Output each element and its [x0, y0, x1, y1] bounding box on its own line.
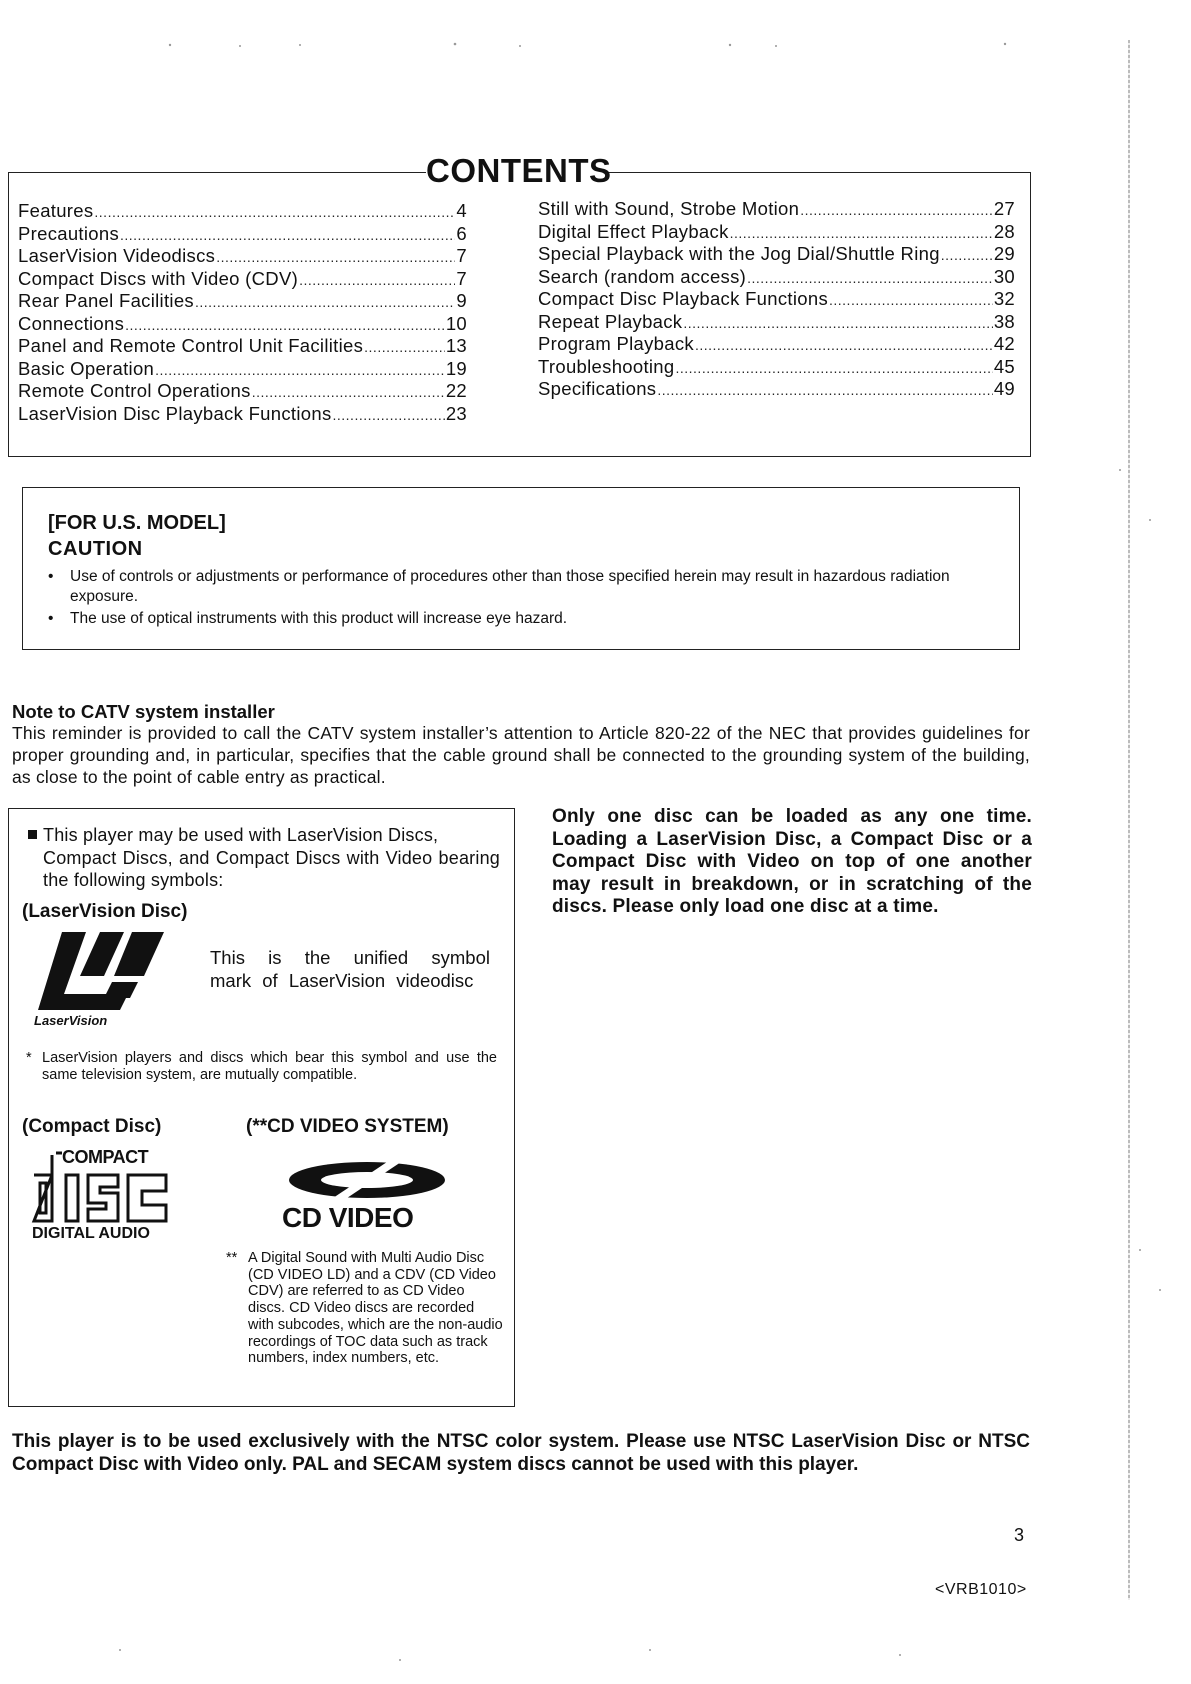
toc-entry-title: Special Playback with the Jog Dial/Shuttle Ring [538, 243, 940, 264]
toc-entry-title: Remote Control Operations [18, 380, 251, 401]
toc-entry [18, 245, 467, 268]
toc-entry-page: 19 [445, 357, 467, 379]
toc-entry-title: Rear Panel Facilities [18, 290, 194, 311]
toc-leader-dots [120, 227, 455, 243]
toc-leader-dots [252, 384, 445, 400]
toc-leader-dots [299, 272, 455, 288]
toc-entry [538, 311, 1015, 334]
compact-disc-heading: (Compact Disc) [22, 1116, 162, 1137]
compact-disc-logo-top-text: COMPACT [62, 1147, 149, 1167]
toc-entry-title: Program Playback [538, 333, 694, 354]
toc-leader-dots [364, 339, 445, 355]
toc-entry-title: Panel and Remote Control Unit Facilities [18, 335, 364, 356]
toc-entry [538, 356, 1015, 379]
toc-entry-page: 22 [445, 380, 467, 401]
toc-entry-page: 10 [445, 312, 467, 334]
toc-entry-page: 13 [445, 335, 467, 356]
compact-disc-logo-bottom-text: DIGITAL AUDIO [32, 1225, 150, 1242]
toc-right-column [538, 198, 1015, 401]
toc-entry-title: Basic Operation [18, 357, 155, 379]
cd-video-heading: (**CD VIDEO SYSTEM) [246, 1116, 449, 1137]
toc-entry-title: Connections [18, 312, 125, 334]
toc-left-column [18, 200, 467, 425]
caution-item-text: Use of controls or adjustments or performance of procedures other than those specified herein may result in hazardous radiation exposure. [70, 568, 950, 605]
symbols-intro [28, 824, 500, 892]
laservision-wordmark: LaserVision [34, 1013, 108, 1028]
caution-item-text: The use of optical instruments with this product will increase eye hazard. [70, 610, 568, 627]
symbols-intro-line1: This player may be used with LaserVision Discs, [43, 825, 439, 845]
symbols-intro-rest: Compact Discs, and Compact Discs with Video bearing the following symbols: [43, 847, 500, 890]
caution-model-heading: [FOR U.S. MODEL] [48, 512, 226, 534]
toc-leader-dots [125, 317, 445, 333]
toc-entry-page: 28 [993, 220, 1015, 242]
toc-entry [538, 198, 1015, 221]
toc-entry [18, 200, 467, 223]
caution-item [48, 609, 1008, 629]
toc-leader-dots [195, 294, 455, 310]
toc-entry-page: 38 [993, 310, 1015, 332]
toc-entry-title: Troubleshooting [538, 355, 675, 377]
toc-entry-page: 30 [993, 265, 1015, 287]
toc-entry-page: 45 [993, 355, 1015, 377]
toc-entry [18, 268, 467, 291]
contents-rule-right [606, 172, 1030, 173]
toc-leader-dots [657, 382, 992, 398]
toc-leader-dots [683, 315, 992, 331]
toc-entry-page: 32 [993, 288, 1015, 309]
toc-entry-title: Digital Effect Playback [538, 220, 729, 242]
contents-rule-left [8, 172, 426, 173]
ntsc-notice: This player is to be used exclusively with the NTSC color system. Please use NTSC LaserVision Disc or NTSC Compact Disc with Video only. PAL and SECAM system discs cannot be used with this player. [12, 1431, 1030, 1475]
toc-leader-dots [829, 292, 993, 308]
toc-entry [538, 333, 1015, 356]
toc-entry [18, 380, 467, 403]
toc-entry-title: LaserVision Disc Playback Functions [18, 402, 332, 424]
toc-leader-dots [941, 247, 993, 263]
toc-leader-dots [730, 225, 993, 241]
toc-entry [18, 335, 467, 358]
caution-title: CAUTION [48, 538, 143, 560]
toc-entry-title: Precautions [18, 222, 119, 244]
toc-entry-title: Search (random access) [538, 265, 747, 287]
document-code: <VRB1010> [935, 1581, 1027, 1598]
toc-entry-title: Specifications [538, 378, 657, 399]
cd-video-note-text: A Digital Sound with Multi Audio Disc (CD VIDEO LD) and a CDV (CD Video CDV) are referred to as CD Video discs. CD Video discs are recorded with subcodes, which are the non-audio recordings of TOC data such as track numbers, index numbers, etc. [248, 1250, 503, 1367]
toc-entry [538, 266, 1015, 289]
toc-leader-dots [800, 202, 993, 218]
page-number: 3 [1014, 1525, 1025, 1545]
toc-leader-dots [333, 407, 445, 423]
toc-entry-title: Repeat Playback [538, 310, 683, 332]
toc-entry-page: 7 [456, 245, 467, 266]
caution-list [48, 567, 1008, 631]
toc-entry [538, 221, 1015, 244]
toc-entry-page: 9 [456, 290, 467, 311]
toc-entry [18, 290, 467, 313]
toc-entry-title: Still with Sound, Strobe Motion [538, 198, 800, 219]
caution-item [48, 567, 1008, 607]
double-asterisk-mark: ** [226, 1250, 238, 1266]
single-disc-warning: Only one disc can be loaded as any one time. Loading a LaserVision Disc, a Compact Disc or a Compact Disc with Video on top of one another may result in breakdown, or in scratching of the discs. Please only load one disc at a time. [552, 806, 1032, 917]
laservision-compat-text: LaserVision players and discs which bear this symbol and use the same television system, are mutually compatible. [42, 1050, 497, 1083]
bullet-icon: • [48, 610, 54, 627]
toc-entry-page: 23 [445, 402, 467, 424]
toc-entry-page: 29 [993, 243, 1015, 264]
catv-note-heading: Note to CATV system installer [12, 701, 275, 722]
toc-entry [538, 243, 1015, 266]
toc-entry-page: 42 [993, 333, 1015, 354]
toc-entry-title: Compact Discs with Video (CDV) [18, 267, 299, 289]
toc-leader-dots [216, 249, 455, 265]
toc-entry [18, 223, 467, 246]
laservision-heading: (LaserVision Disc) [22, 901, 188, 922]
bullet-icon: • [48, 568, 54, 585]
toc-leader-dots [695, 337, 993, 353]
toc-entry-page: 27 [993, 198, 1015, 219]
catv-note-body: This reminder is provided to call the CATV system installer’s attention to Article 820-22 of the NEC that provides guidelines for proper grounding and, in particular, specifies that the cable ground shall be connected to the grounding system of the building, as close to the point of cable entry as practical. [12, 723, 1030, 787]
laservision-compat-note [26, 1050, 497, 1084]
toc-entry [18, 313, 467, 336]
toc-entry-page: 4 [456, 200, 467, 221]
cd-video-logo-icon [282, 1158, 452, 1202]
toc-entry [18, 358, 467, 381]
scan-edge [1128, 40, 1130, 1600]
contents-title: CONTENTS [426, 152, 612, 189]
toc-entry [18, 403, 467, 426]
toc-leader-dots [155, 362, 445, 378]
toc-leader-dots [94, 204, 455, 220]
toc-leader-dots [675, 360, 992, 376]
laservision-logo-icon [34, 930, 172, 1012]
asterisk-mark: * [26, 1050, 32, 1066]
toc-entry-title: LaserVision Videodiscs [18, 245, 216, 266]
toc-entry-title: Features [18, 200, 94, 221]
laservision-description: This is the unified symbol mark of LaserVision videodisc [210, 947, 490, 991]
cd-video-logo-text: CD VIDEO [282, 1202, 414, 1233]
toc-entry [538, 288, 1015, 311]
toc-leader-dots [747, 270, 993, 286]
cd-video-note [226, 1250, 503, 1367]
toc-entry-page: 49 [993, 378, 1015, 399]
toc-entry-page: 6 [456, 222, 467, 244]
toc-entry-title: Compact Disc Playback Functions [538, 288, 828, 309]
toc-entry-page: 7 [456, 267, 467, 289]
toc-entry [538, 378, 1015, 401]
square-bullet-icon [28, 830, 37, 839]
